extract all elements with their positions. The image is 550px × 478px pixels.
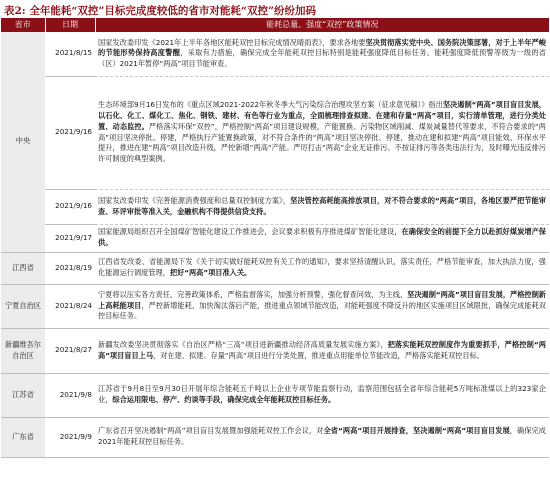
region-cell: 江西省: [1, 252, 45, 284]
policy-text: ，对在建、拟建、存量“两高”项目进行分类处置，推进重点用能单位节能改造，严格落实能耗双控目标。: [153, 350, 484, 360]
policy-content: [95, 32, 549, 76]
date-cell: 2021/9/9: [45, 417, 95, 457]
date-cell: 2021/8/15: [45, 32, 95, 76]
policy-text: 江苏省于9月8日至9月30日开展年综合能耗五千吨以上企业专项节能监察行动，监察范围包括全省年综合能耗5万吨标准煤以上的323家企业，: [98, 384, 546, 404]
region-cell: 广东省: [1, 417, 45, 457]
header-date: 日期: [45, 18, 95, 32]
date-cell: 2021/8/24: [45, 284, 95, 328]
date-cell: 2021/8/27: [45, 328, 95, 373]
policy-text: 江西省发改委、省能源局下发《关于切实做好能耗双控有关工作的通知》，要求坚持清醒认识，落实责任，严格节能审查，加大执法力度，强化能源运行调度管理，: [98, 257, 546, 277]
region-cell: 新疆维吾尔自治区: [1, 328, 45, 373]
emphasis-text: 把落实能耗双控制度作为重要抓手，严格控制“两高”项目盲目上马: [98, 339, 546, 360]
policy-content: [95, 328, 549, 373]
table-row: [1, 76, 549, 189]
emphasis-text: 综合运用限电、停产、约谈等手段，确保完成全年能耗双控目标任务。: [112, 395, 336, 404]
date-cell: 2021/8/19: [45, 252, 95, 284]
table-row: [1, 224, 549, 252]
date-cell: 2021/9/16: [45, 189, 95, 224]
date-cell: 2021/9/17: [45, 224, 95, 252]
policy-text: 生态环境部9月16日发布的《重点区域2021-2022年秋冬季大气污染综合治理攻坚方案（征求意见稿）》指出: [98, 100, 443, 110]
emphasis-text: 坚决遏制“两高”项目盲目发展，严格控制新上高耗能项目: [98, 289, 546, 310]
policy-text: ，采取有力措施，确保完成全年能耗双控目标特别是能耗强度降低目标任务。能耗强度降低预警等级为一级的省（区）2021年暂停“两高”项目节能审查。: [98, 48, 546, 69]
header-region: 省市: [1, 18, 45, 32]
policy-text: ，确保完成2021年能耗双控目标任务。: [98, 426, 546, 446]
date-cell: 2021/9/8: [45, 373, 95, 417]
table-row: [1, 417, 549, 457]
policy-content: [95, 224, 549, 252]
emphasis-text: 在确保安全的前提下全力以赴抓好煤炭增产保供。: [98, 227, 546, 247]
table-row: [1, 328, 549, 373]
policy-text: 严格落实环保“双控”，严格控制“两高”项目建设规模，产能置换、污染物区域削减、煤炭减量替代等要求，不符合要求的“两高”项目坚决停批、停建，严格执行产能置换政策，对不符合条件的“两高”项目坚决停批、停建，推动在建和拟建“两高”项目能效、环保水平提升，推进在建“两高”项目改造升级，严控新增“两高”产能。严厉打击“两高”企业无证排污、不按证排污等各类违法行为，及时曝光违反排污许可制度的典型案例。: [98, 121, 546, 163]
policy-content: [95, 252, 549, 284]
policy-text: 广东省召开坚决遏制“两高”项目盲目发展暨加强能耗双控工作会议，对: [98, 426, 324, 436]
policy-table: [1, 18, 549, 458]
header-content: 能耗总量、强度“双控”政策情况: [95, 18, 549, 32]
table-row: [1, 32, 549, 76]
table-row: [1, 252, 549, 284]
region-cell: 江苏省: [1, 373, 45, 417]
policy-text: 宁夏将以压实各方责任，完善政策体系，严格监督落实，加强分析预警，强化督查问效，为主线，: [98, 289, 408, 299]
policy-text: ，严控新增能耗，加快淘汰落后产能，推进重点领域节能改造，对能耗强度不降反升的地区实施项目区域限批，确保完成能耗双控目标任务。: [98, 300, 546, 321]
emphasis-text: 坚决管控高耗能高排放项目，对不符合要求的“两高”项目，各地区要严把节能审查、环评审批等准入关，金融机构不得提供信贷支持。: [98, 195, 546, 216]
policy-content: [95, 373, 549, 417]
date-cell: 2021/9/16: [45, 76, 95, 189]
emphasis-text: 把好“两高”项目准入关。: [169, 268, 252, 277]
policy-text: 新疆发改委坚决贯彻落实《自治区严格“三高”项目进新疆推动经济高质量发展实施方案》，: [98, 339, 388, 349]
policy-content: [95, 417, 549, 457]
table-row: [1, 189, 549, 224]
table-header-row: [1, 18, 549, 32]
policy-content: [95, 76, 549, 189]
emphasis-text: 坚决遏制“两高”项目盲目发展，以石化、化工、煤化工、焦化、钢铁、建材、有色等行业为重点，全面梳理排查拟建、在建和存量“两高”项目，实行清单管理，进行分类处置、动态监控。: [98, 100, 546, 131]
policy-text: 国家能源局组织召开全国煤矿智能化建设工作推进会，会议要求积极有序推进煤矿智能化建设，: [98, 227, 402, 237]
policy-text: 国家发改委印发《2021年上半年各地区能耗双控目标完成情况晴雨表》，要求各地要: [98, 37, 366, 47]
emphasis-text: 坚决贯彻落实党中央、国务院决策部署，对于上半年严峻的节能形势保持高度警醒: [98, 37, 546, 58]
table-row: [1, 373, 549, 417]
region-cell: 宁夏自治区: [1, 284, 45, 328]
emphasis-text: 全省“两高”项目开展排查，坚决遏制“两高”项目盲目发展: [323, 426, 510, 436]
policy-content: [95, 189, 549, 224]
policy-content: [95, 284, 549, 328]
table-row: [1, 284, 549, 328]
table-title: 表2: 全年能耗“双控”目标完成度较低的省市对能耗“双控”纷纷加码: [4, 5, 316, 17]
policy-text: 国家发改委印发《完善能源消费强度和总量双控制度方案》，: [98, 195, 291, 205]
region-cell: 中央: [1, 32, 45, 252]
